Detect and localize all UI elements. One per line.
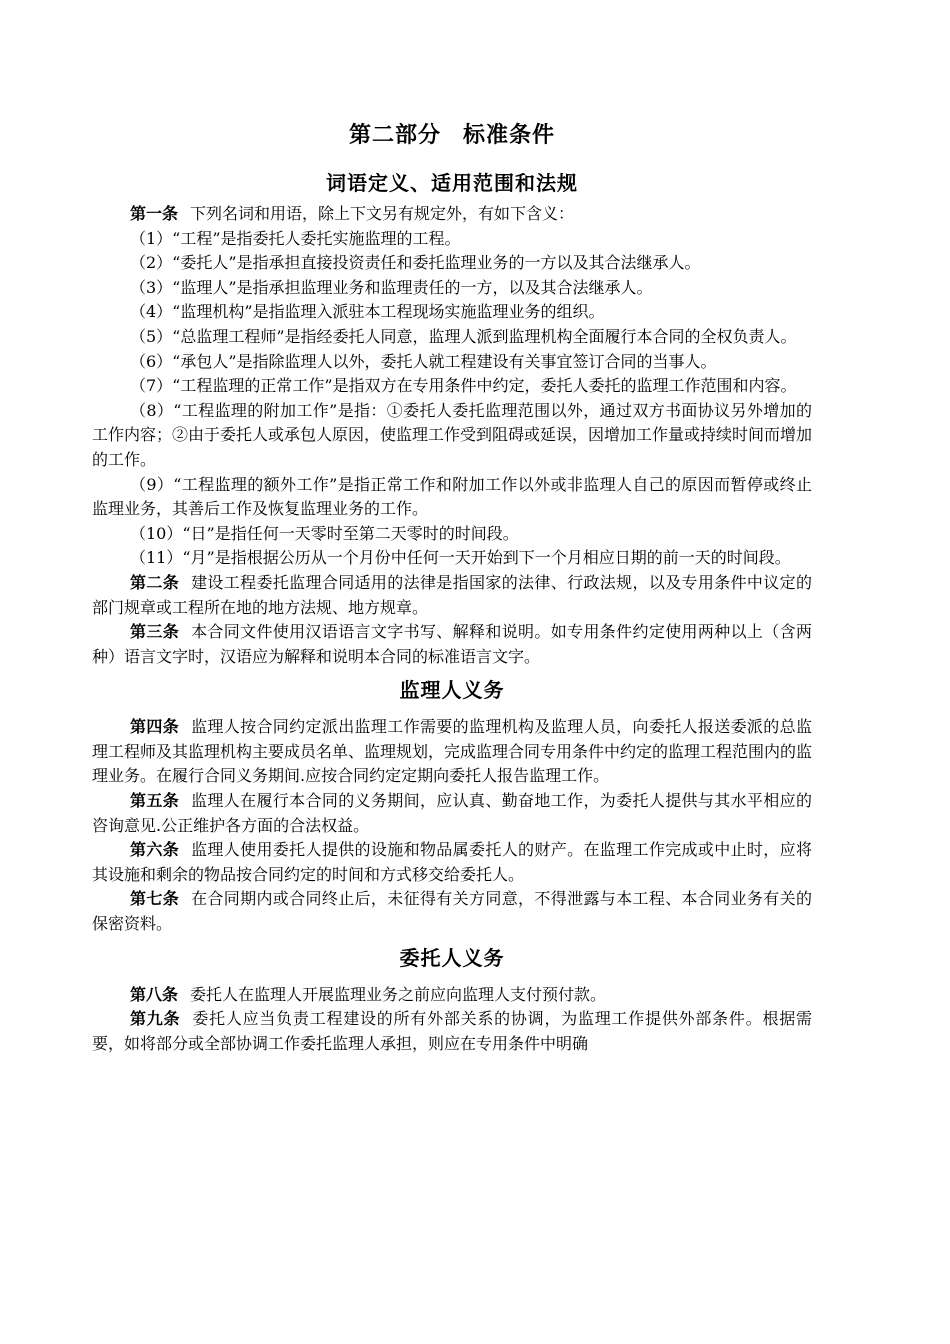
article-label: 第七条 (130, 889, 180, 909)
definition-item: （6）“承包人”是指除监理人以外，委托人就工程建设有关事宜签订合同的当事人。 (130, 351, 717, 371)
page-title (92, 120, 812, 150)
article-label: 第九条 (130, 1009, 181, 1029)
title-part: 第二部分 (348, 122, 441, 148)
article-text: 建设工程委托监理合同适用的法律是指国家的法律、行政法规，以及专用条件中议定的部门规章或工程所在地的地方法规、地方规章。 (92, 572, 812, 617)
article-text: 在合同期内或合同终止后，未征得有关方同意，不得泄露与本工程、本合同业务有关的保密资料。 (92, 889, 812, 934)
article-text: 下列名词和用语，除上下文另有规定外，有如下含义： (190, 204, 575, 223)
article-text: 委托人在监理人开展监理业务之前应向监理人支付预付款。 (190, 984, 607, 1004)
article-label: 第五条 (130, 791, 180, 811)
definition-item: （8）“工程监理的附加工作”是指：①委托人委托监理范围以外，通过双方书面协议另外增加的工作内容；②由于委托人或承包人原因，使监理工作受到阻碍或延误，因增加工作量或持续时间而增加的工作。 (92, 400, 813, 469)
article-9 (92, 1007, 812, 1056)
article-5 (92, 789, 812, 838)
article-label: 第六条 (130, 840, 180, 860)
definition-item: （7）“工程监理的正常工作”是指双方在专用条件中约定，委托人委托的监理工作范围和内容。 (130, 376, 797, 396)
article-label: 第八条 (130, 984, 179, 1004)
definition-item: （10）“日”是指任何一天零时至第二天零时的时间段。 (130, 523, 519, 543)
article-label: 第一条 (130, 204, 179, 223)
definition-item: （3）“监理人”是指承担监理业务和监理责任的一方，以及其合法继承人。 (130, 277, 653, 297)
article-label: 第三条 (130, 622, 180, 642)
section-heading-definitions: 词语定义、适用范围和法规 (326, 171, 578, 195)
article-6 (92, 838, 812, 887)
article-text: 监理人在履行本合同的义务期间，应认真、勤奋地工作，为委托人提供与其水平相应的咨询意见.公正维护各方面的合法权益。 (92, 791, 812, 835)
article-text: 本合同文件使用汉语语言文字书写、解释和说明。如专用条件约定使用两种以上（含两种）语言文字时，汉语应为解释和说明本合同的标准语言文字。 (92, 622, 812, 666)
article-1 (92, 202, 812, 227)
article-8 (92, 983, 812, 1008)
article-2 (92, 571, 812, 620)
definition-item: （5）“总监理工程师”是指经委托人同意，监理人派到监理机构全面履行本合同的全权负责人。 (130, 326, 797, 346)
definition-item: （11）“月”是指根据公历从一个月份中任何一天开始到下一个月相应日期的前一天的时间段。 (130, 548, 791, 568)
article-text: 监理人按合同约定派出监理工作需要的监理机构及监理人员，向委托人报送委派的总监理工程师及其监理机构主要成员名单、监理规划，完成监理合同专用条件中约定的监理工程范围内的监理业务。在履行合同义务期间.应按合同约定定期向委托人报告监理工作。 (92, 717, 813, 786)
article-text: 委托人应当负责工程建设的所有外部关系的协调，为监理工作提供外部条件。根据需要，如将部分或全部协调工作委托监理人承担，则应在专用条件中明确 (92, 1009, 812, 1053)
section-heading-client: 委托人义务 (399, 945, 505, 970)
article-text: 监理人使用委托人提供的设施和物品属委托人的财产。在监理工作完成或中止时，应将其设施和剩余的物品按合同约定的时间和方式移交给委托人。 (92, 840, 812, 884)
article-7 (92, 887, 812, 936)
article-4 (92, 715, 812, 789)
section-heading-supervisor: 监理人义务 (399, 678, 505, 703)
definition-item: （1）“工程”是指委托人委托实施监理的工程。 (130, 228, 461, 248)
document-page (92, 110, 812, 1056)
definition-item: （2）“委托人”是指承担直接投资责任和委托监理业务的一方以及其合法继承人。 (130, 253, 701, 273)
article-label: 第二条 (130, 572, 180, 592)
article-label: 第四条 (130, 717, 180, 737)
definition-item: （9）“工程监理的额外工作”是指正常工作和附加工作以外或非监理人自己的原因而暂停或终止监理业务，其善后工作及恢复监理业务的工作。 (92, 474, 812, 519)
title-name: 标准条件 (463, 122, 556, 148)
definition-item: （4）“监理机构”是指监理入派驻本工程现场实施监理业务的组织。 (130, 302, 605, 322)
article-3 (92, 620, 812, 669)
